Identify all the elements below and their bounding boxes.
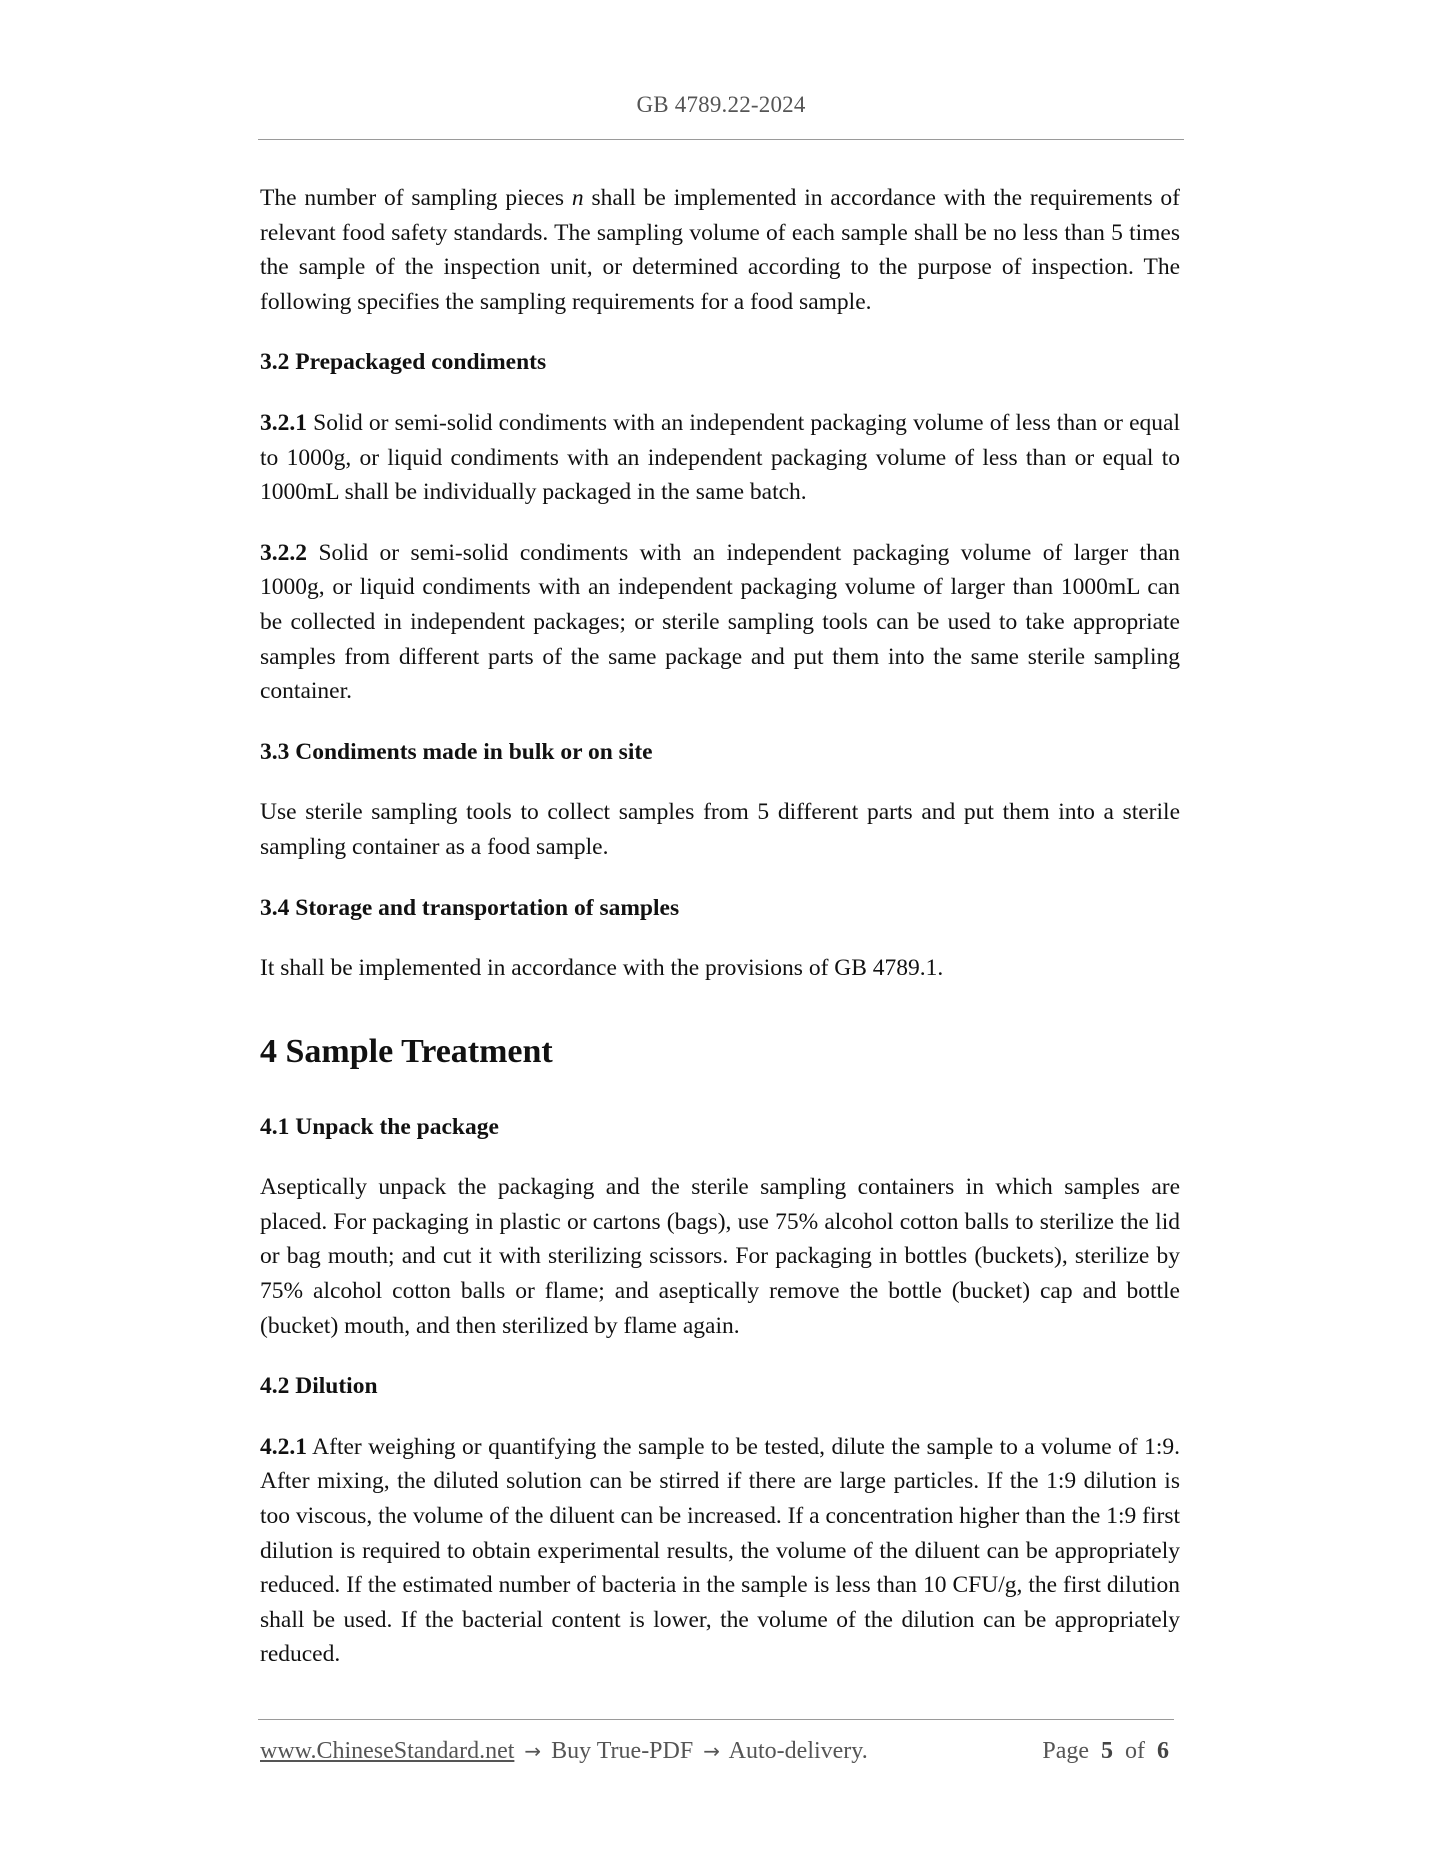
heading-4-1: 4.1 Unpack the package xyxy=(260,1113,499,1140)
clause-text: Solid or semi-solid condiments with an independent packaging volume of less than or equal to 1000g, or liquid condiments with an independent packaging volume of less than or equal to 1000mL shall be individually packaged in the same batch. xyxy=(260,409,1180,506)
footer-promo xyxy=(260,1738,868,1765)
intro-text-start: The number of sampling pieces xyxy=(260,185,572,211)
arrow-right-icon: → xyxy=(524,1739,542,1763)
website-link[interactable]: www.ChineseStandard.net xyxy=(260,1738,515,1764)
auto-delivery-text: Auto-delivery. xyxy=(728,1738,868,1764)
clause-number: 3.2.1 xyxy=(260,409,307,436)
intro-paragraph xyxy=(260,181,1180,319)
clause-3-2-1 xyxy=(260,406,1180,510)
heading-4-2: 4.2 Dilution xyxy=(260,1373,378,1400)
clause-number: 3.2.2 xyxy=(260,539,307,566)
buy-pdf-text: Buy True-PDF xyxy=(551,1738,694,1764)
clause-3-2-2 xyxy=(260,536,1180,709)
paragraph-3-3: Use sterile sampling tools to collect samples from 5 different parts and put them into a sterile sampling container as a food sample. xyxy=(260,799,1180,860)
heading-3-3: 3.3 Condiments made in bulk or on site xyxy=(260,738,653,765)
header-divider xyxy=(258,139,1184,140)
chapter-heading-4: 4 Sample Treatment xyxy=(260,1032,553,1070)
paragraph-3-4: It shall be implemented in accordance with the provisions of GB 4789.1. xyxy=(260,955,944,982)
page-header: GB 4789.22-2024 xyxy=(636,92,806,117)
page-label: Page xyxy=(1042,1738,1089,1764)
clause-4-2-1 xyxy=(260,1430,1180,1672)
intro-text-end: shall be implemented in accordance with the requirements of relevant food safety standards. The sampling volume of each sample shall be no less than 5 times the sample of the inspection unit, or determined according to the purpose of inspection. The following specifies the sampling requirements for a food sample. xyxy=(260,185,1180,315)
of-label: of xyxy=(1125,1738,1145,1764)
heading-3-4: 3.4 Storage and transportation of samples xyxy=(260,894,680,921)
footer-divider xyxy=(258,1719,1174,1720)
heading-3-2: 3.2 Prepackaged condiments xyxy=(260,349,547,376)
clause-text: After weighing or quantifying the sample to be tested, dilute the sample to a volume of 1:9. After mixing, the diluted solution can be stirred if there are large particles. If the 1:9 dilution is too viscous, the volume of the diluent can be increased. If a concentration higher than the 1:9 first dilution is required to obtain experimental results, the volume of the diluent can be appropriately reduced. If the estimated number of bacteria in the sample is less than 10 CFU/g, the first dilution shall be used. If the bacterial content is lower, the volume of the dilution can be appropriately reduced. xyxy=(260,1433,1180,1668)
page-indicator xyxy=(1042,1738,1169,1765)
current-page-number: 5 xyxy=(1101,1738,1113,1764)
document-body xyxy=(260,181,1180,1672)
clause-number: 4.2.1 xyxy=(260,1433,307,1460)
variable-n: n xyxy=(571,185,584,211)
total-pages-number: 6 xyxy=(1157,1738,1169,1764)
clause-text: Solid or semi-solid condiments with an independent packaging volume of larger than 1000g, or liquid condiments with an independent packaging volume of larger than 1000mL can be collected in independent packages; or sterile sampling tools can be used to take appropriate samples from different parts of the same package and put them into the same sterile sampling container. xyxy=(260,539,1180,705)
paragraph-4-1: Aseptically unpack the packaging and the sterile sampling containers in which samples are placed. For packaging in plastic or cartons (bags), use 75% alcohol cotton balls to sterilize the lid or bag mouth; and cut it with sterilizing scissors. For packaging in bottles (buckets), sterilize by 75% alcohol cotton balls or flame; and aseptically remove the bottle (bucket) cap and bottle (bucket) mouth, and then sterilized by flame again. xyxy=(260,1174,1180,1339)
arrow-right-icon: → xyxy=(703,1739,720,1763)
